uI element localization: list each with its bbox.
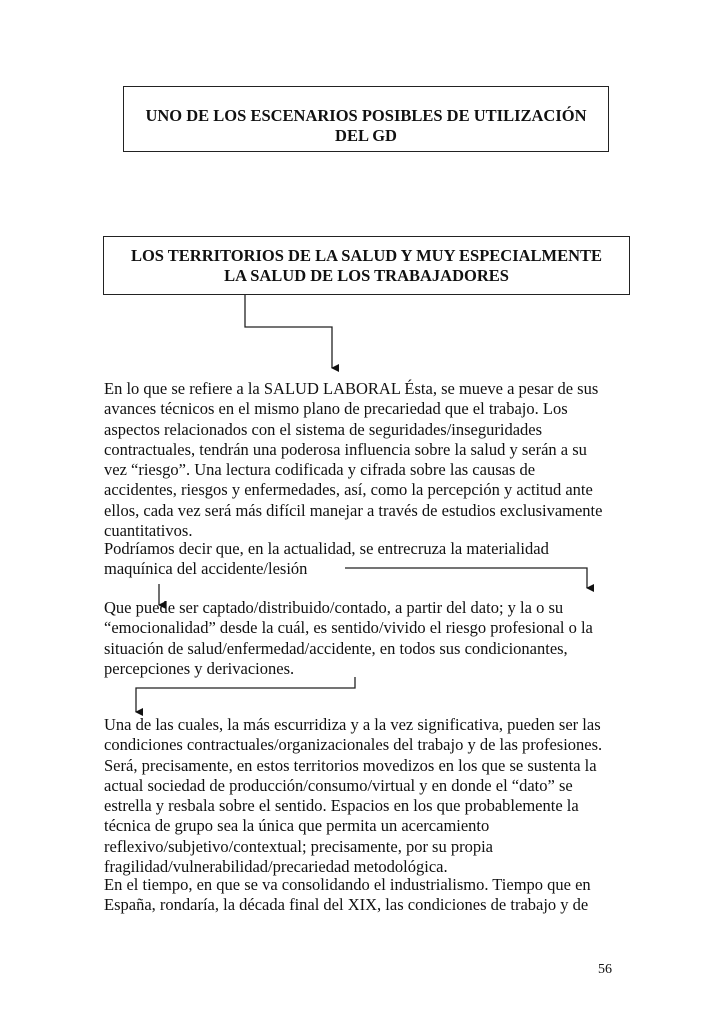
connector-arrow-box-to-text [245,295,332,368]
paragraph-que-puede-ser: Que puede ser captado/distribuido/contado, a partir del dato; y la o su “emocionalidad” desde la cuál, es sentido/vivido el riesgo profesional o la situación de salud/enfermedad/accidente, en todos sus condicionantes, percepciones y derivaciones. [104,598,593,678]
heading-box-territorios: LOS TERRITORIOS DE LA SALUD Y MUY ESPECIALMENTE LA SALUD DE LOS TRABAJADORES [103,236,630,295]
connector-arrow-elbow [136,677,355,712]
paragraph-en-el-tiempo: En el tiempo, en que se va consolidando el industrialismo. Tiempo que en España, rondaría, la década final del XIX, las condiciones de trabajo y de [104,875,591,915]
heading-box-escenarios: UNO DE LOS ESCENARIOS POSIBLES DE UTILIZACIÓN DEL GD [123,86,609,152]
paragraph-salud-laboral: En lo que se refiere a la SALUD LABORAL Ésta, se mueve a pesar de sus avances técnicos en el mismo plano de precariedad que el trabajo. Los aspectos relacionados con el sistema de seguridades/inseguridades contractuales, tendrán una poderosa influencia sobre la salud y serán a su vez “riesgo”. Una lectura codificada y cifrada sobre las causas de accidentes, riesgos y enfermedades, así, como la percepción y actitud ante ellos, cada vez será más difícil manejar a través de estudios exclusivamente cuantitativos. [104,379,603,541]
paragraph-una-de-las-cuales: Una de las cuales, la más escurridiza y a la vez significativa, pueden ser las condiciones contractuales/organizacionales del trabajo y de las profesiones. Será, precisamente, en estos territorios movedizos en los que se sustenta la actual sociedad de producción/consumo/virtual y en donde el “dato” se estrella y resbala sobre el sentido. Espacios en los que probablemente la técnica de grupo sea la única que permita un acercamiento reflexivo/subjetivo/contextual; precisamente, por su propia fragilidad/vulnerabilidad/precariedad metodológica. [104,715,603,877]
page-number: 56 [598,962,612,977]
paragraph-podriamos-decir: Podríamos decir que, en la actualidad, se entrecruza la materialidad maquínica del accidente/lesión [104,539,549,579]
